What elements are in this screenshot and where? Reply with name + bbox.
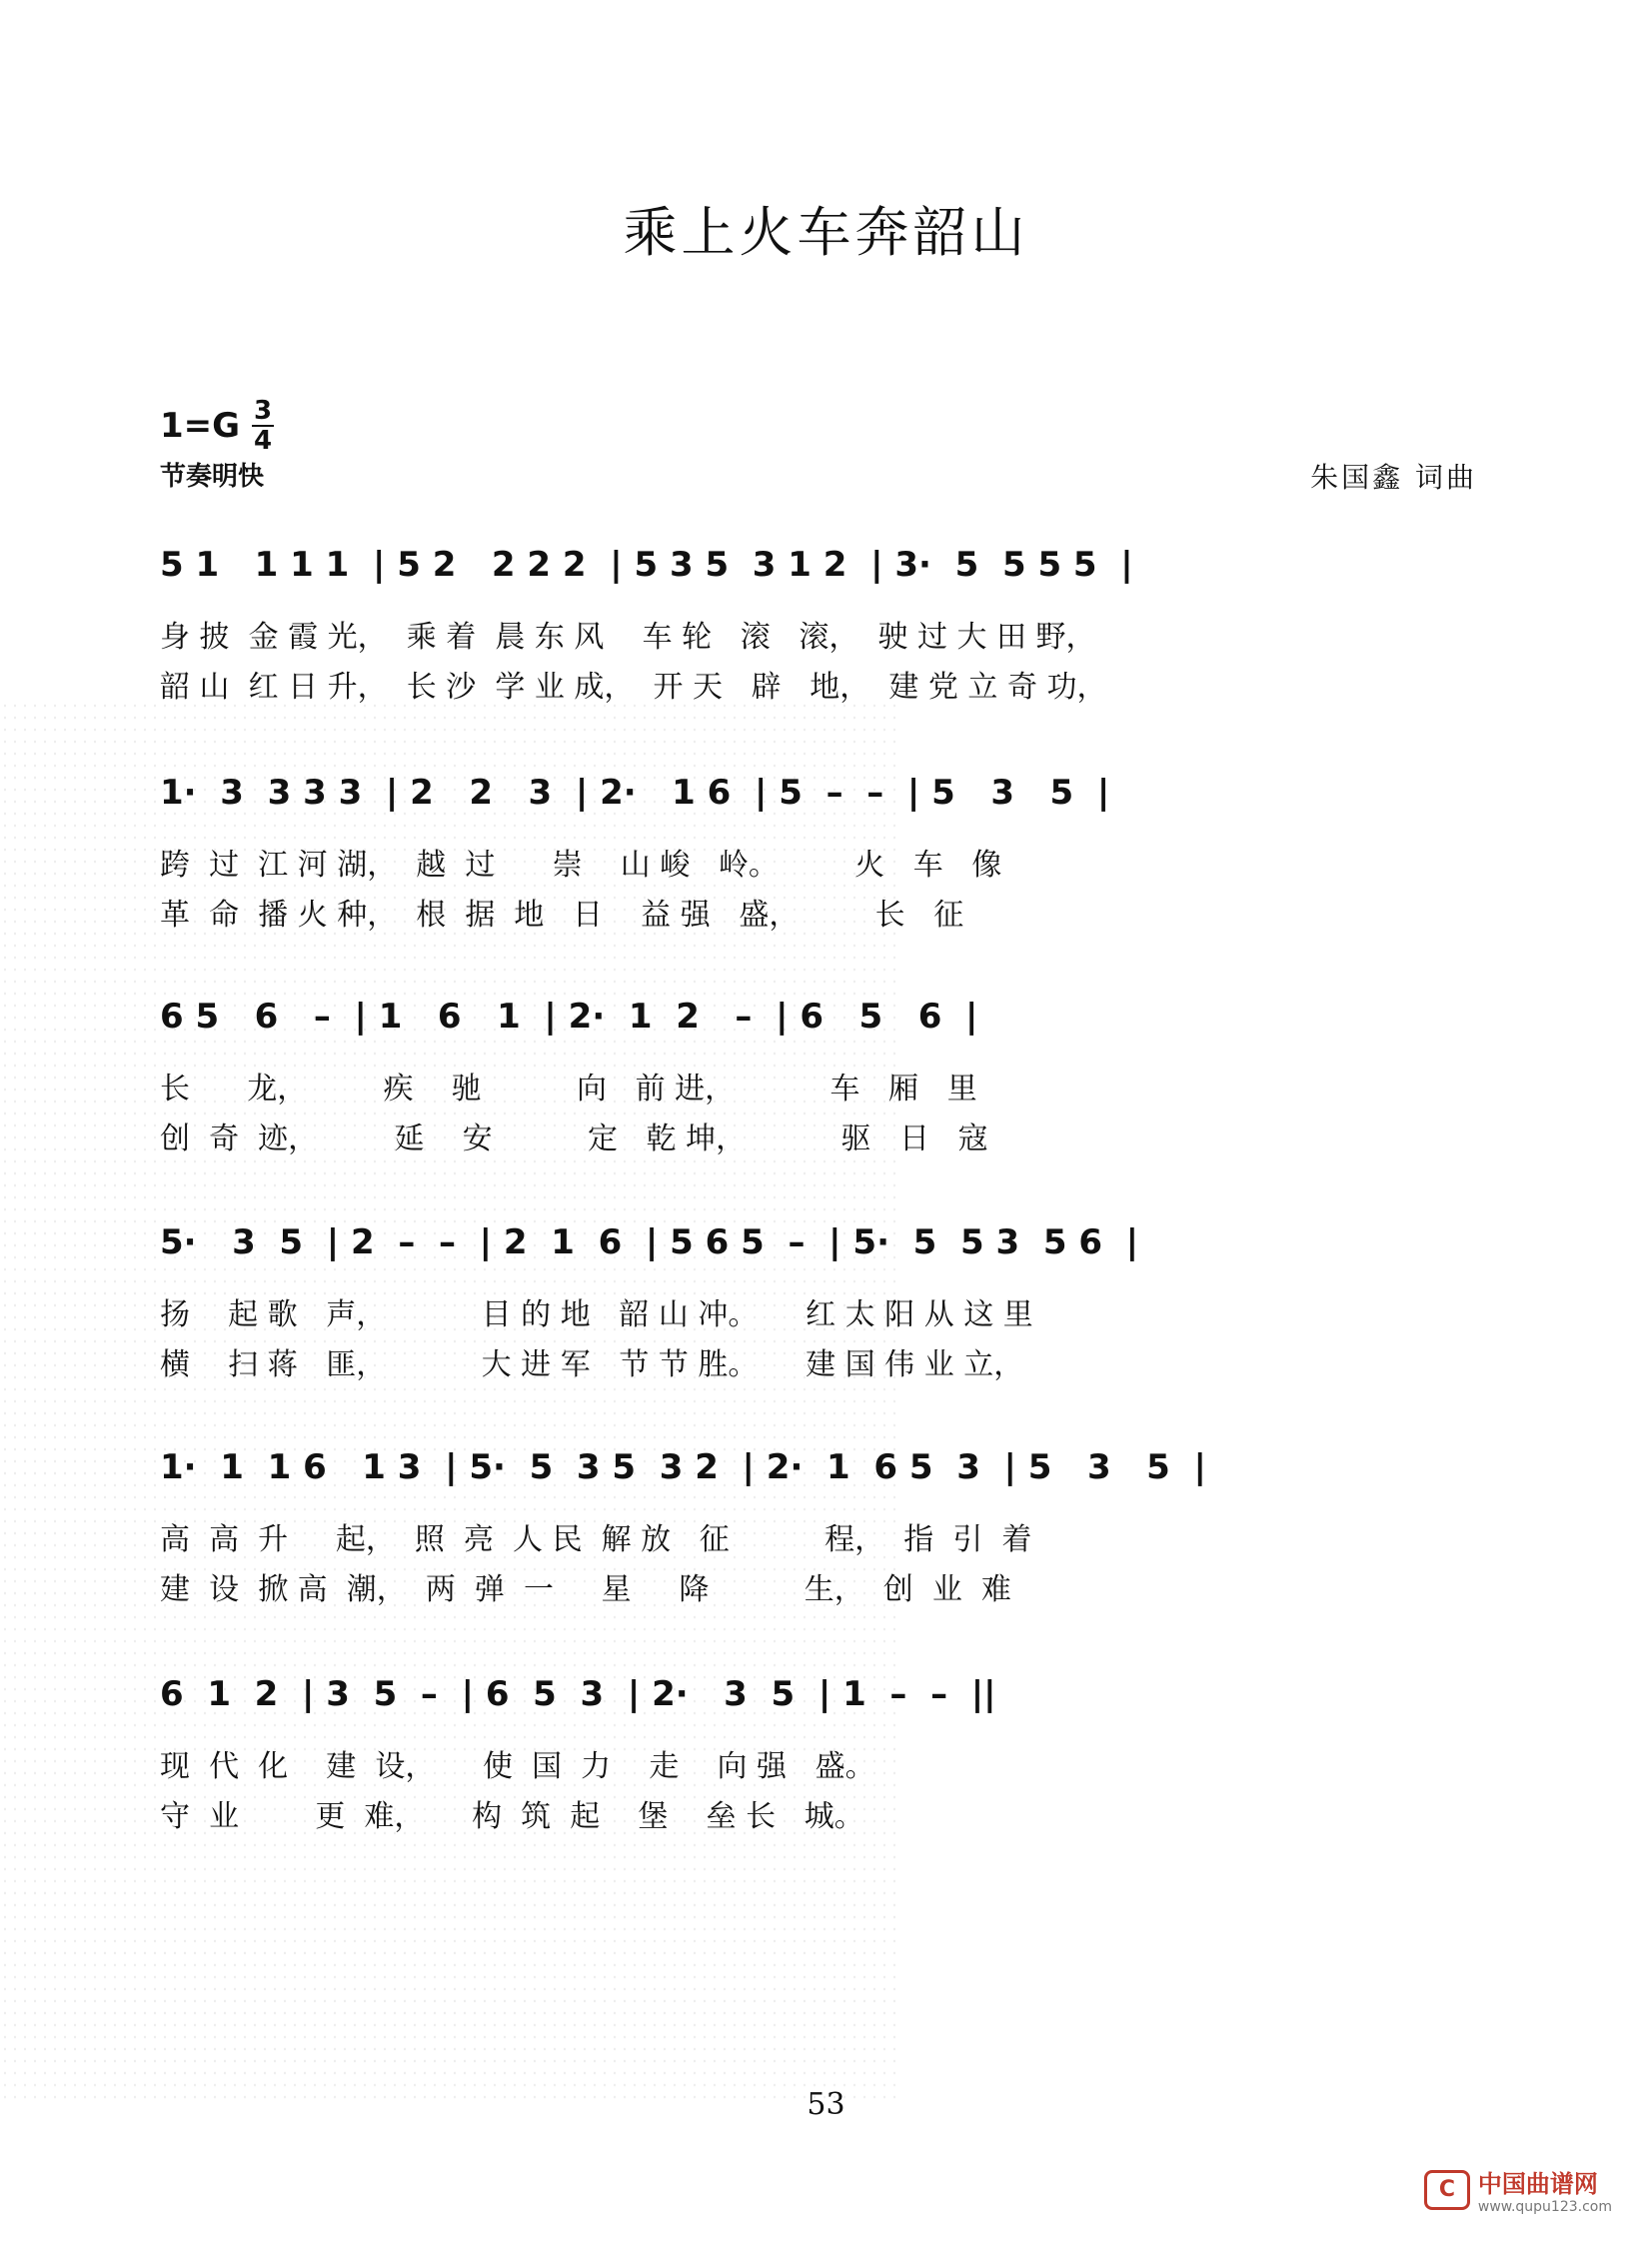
- key-signature: [160, 398, 274, 454]
- page-number: 53: [807, 2087, 845, 2122]
- system-4: [160, 1207, 1489, 1407]
- lyric-verse-1: 跨 过 江 河 湖， 越 过 崇 山 峻 岭。 火 车 像: [160, 848, 1002, 883]
- lyric-verse-2: 创 奇 迹， 延 安 定 乾 坤， 驱 日 寇: [160, 1122, 988, 1156]
- system-3: [160, 982, 1489, 1181]
- time-signature: [252, 398, 274, 454]
- lyric-verse-2: 守 业 更 难， 构 筑 起 堡 垒 长 城。: [160, 1799, 864, 1834]
- time-sig-top: 3: [254, 396, 273, 426]
- time-sig-bottom: 4: [254, 426, 273, 456]
- song-title: 乘上火车奔韶山: [623, 201, 1029, 264]
- notation-line: 5· 3 5 | 2 – – | 2 1 6 | 5 6 5 – | 5· 5 5 3 5 6 |: [160, 1222, 1139, 1262]
- lyric-verse-2: 韶 山 红 日 升， 长 沙 学 业 成， 开 天 辟 地， 建 党 立 奇 功，: [160, 670, 1107, 705]
- notation-line: 5 1 1 1 1 | 5 2 2 2 2 | 5 3 5 3 1 2 | 3· 5 5 5 5 |: [160, 545, 1133, 585]
- lyric-verse-1: 高 高 升 起， 照 亮 人 民 解 放 征 程， 指 引 着: [160, 1522, 1032, 1557]
- watermark-url: www.qupu123.com: [1477, 2199, 1612, 2215]
- system-2: [160, 758, 1489, 958]
- notation-line: 1· 3 3 3 3 | 2 2 3 | 2· 1 6 | 5 – – | 5 3 5 |: [160, 773, 1110, 813]
- lyric-verse-1: 身 披 金 霞 光， 乘 着 晨 东 风 车 轮 滚 滚， 驶 过 大 田 野，: [160, 620, 1096, 655]
- logo-icon: C: [1424, 2170, 1470, 2210]
- site-watermark[interactable]: [1424, 2164, 1612, 2215]
- lyric-verse-1: 扬 起 歌 声， 目 的 地 韶 山 冲。 红 太 阳 从 这 里: [160, 1297, 1033, 1332]
- notation-line: 6 1 2 | 3 5 – | 6 5 3 | 2· 3 5 | 1 – – ||: [160, 1674, 996, 1714]
- watermark-text: 中国曲谱网: [1477, 2170, 1598, 2198]
- author-credit: 朱国鑫 词曲: [1310, 461, 1477, 494]
- lyric-verse-2: 建 设 掀 高 潮， 两 弹 一 星 降 生， 创 业 难: [160, 1572, 1011, 1607]
- key-label: 1=G: [160, 406, 241, 446]
- system-5: [160, 1432, 1489, 1632]
- system-1: [160, 530, 1489, 730]
- lyric-verse-2: 革 命 播 火 种， 根 据 地 日 益 强 盛， 长 征: [160, 898, 964, 933]
- system-6: [160, 1659, 1489, 1859]
- notation-line: 6 5 6 – | 1 6 1 | 2· 1 2 – | 6 5 6 |: [160, 997, 978, 1037]
- lyric-verse-1: 现 代 化 建 设， 使 国 力 走 向 强 盛。: [160, 1749, 875, 1784]
- lyric-verse-1: 长 龙， 疾 驰 向 前 进， 车 厢 里: [160, 1072, 977, 1107]
- tempo-marking: 节奏明快: [160, 462, 265, 492]
- lyric-verse-2: 横 扫 蒋 匪， 大 进 军 节 节 胜。 建 国 伟 业 立，: [160, 1347, 1024, 1382]
- notation-line: 1· 1 1 6 1 3 | 5· 5 3 5 3 2 | 2· 1 6 5 3 | 5 3 5 |: [160, 1447, 1206, 1487]
